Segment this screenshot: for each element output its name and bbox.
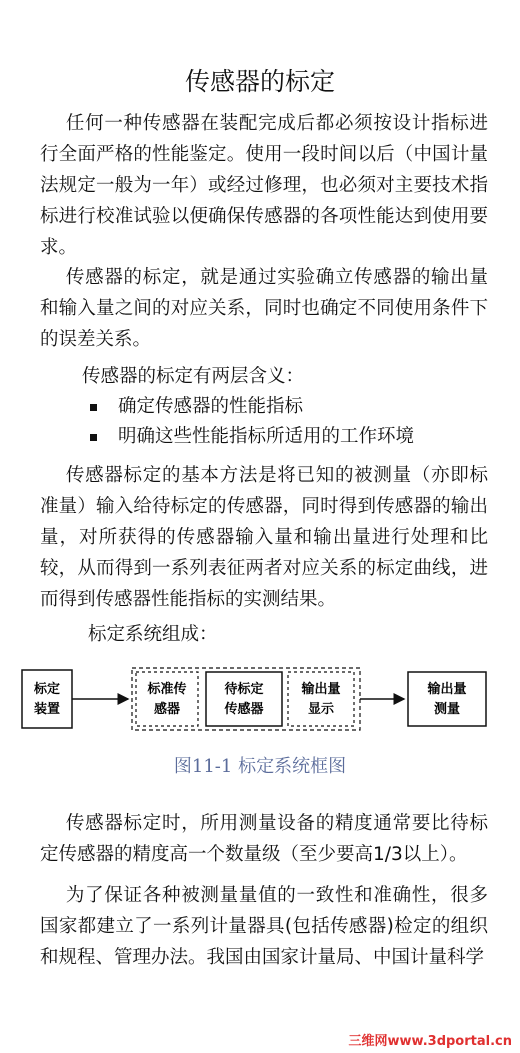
calibration-system-diagram — [0, 660, 520, 740]
box-sensor-under-test — [206, 672, 282, 726]
box1-line2: 装置 — [33, 702, 61, 717]
box1-line1: 标定 — [33, 682, 61, 697]
box-output-measurement — [408, 672, 486, 726]
bullet-square-icon — [90, 434, 97, 441]
paragraph-intro: 任何一种传感器在装配完成后都必须按设计指标进行全面严格的性能鉴定。使用一段时间以后（中国计量法规定一般为一年）或经过修理，也必须对主要技术指标进行校准试验以便确保传感器的各项性能达到使用要求。 — [40, 113, 488, 258]
paragraph-meaning-intro: 传感器的标定有两层含义： — [82, 366, 305, 387]
dashed-group-box — [132, 668, 360, 730]
paragraph-definition: 传感器的标定，就是通过实验确立传感器的输出量和输入量之间的对应关系，同时也确定不同使用条件下的误差关系。 — [40, 267, 488, 350]
bullet-text: 明确这些性能指标所适用的工作环境 — [118, 426, 415, 447]
page-title: 传感器的标定 — [184, 67, 335, 96]
box2-line1: 标准传 — [147, 682, 187, 697]
paragraph-system-intro: 标定系统组成： — [88, 624, 218, 645]
box2-line2: 感器 — [153, 702, 181, 717]
paragraph-precision: 传感器标定时，所用测量设备的精度通常要比待标定传感器的精度高一个数量级（至少要高1/3以上）。 — [40, 813, 488, 865]
bullet-text: 确定传感器的性能指标 — [118, 396, 304, 417]
box4-line2: 显示 — [307, 702, 335, 717]
figure-caption: 图11-1 标定系统框图 — [173, 756, 347, 777]
bullet-square-icon — [90, 404, 97, 411]
watermark: 三维网www.3dportal.cn — [348, 1034, 512, 1049]
box5-line2: 测量 — [433, 702, 461, 717]
paragraph-standards: 为了保证各种被测量量值的一致性和准确性，很多国家都建立了一系列计量器具(包括传感器)检定的组织和规程、管理办法。我国由国家计量局、中国计量科学 — [40, 885, 488, 968]
paragraph-method: 传感器标定的基本方法是将已知的被测量（亦即标准量）输入给待标定的传感器，同时得到传感器的输出量，对所获得的传感器输入量和输出量进行处理和比较，从而得到一系列表征两者对应关系的标定曲线，进而得到传感器性能指标的实测结果。 — [40, 465, 488, 610]
box5-line1: 输出量 — [427, 682, 467, 697]
box3-line1: 待标定 — [224, 682, 264, 697]
box3-line2: 传感器 — [224, 702, 264, 717]
box-calibration-device — [22, 670, 72, 728]
bullet-item-2 — [118, 422, 414, 452]
box-output-display — [288, 672, 354, 726]
box4-line1: 输出量 — [301, 682, 341, 697]
bullet-item-1 — [118, 392, 303, 422]
box-standard-sensor — [136, 672, 198, 726]
